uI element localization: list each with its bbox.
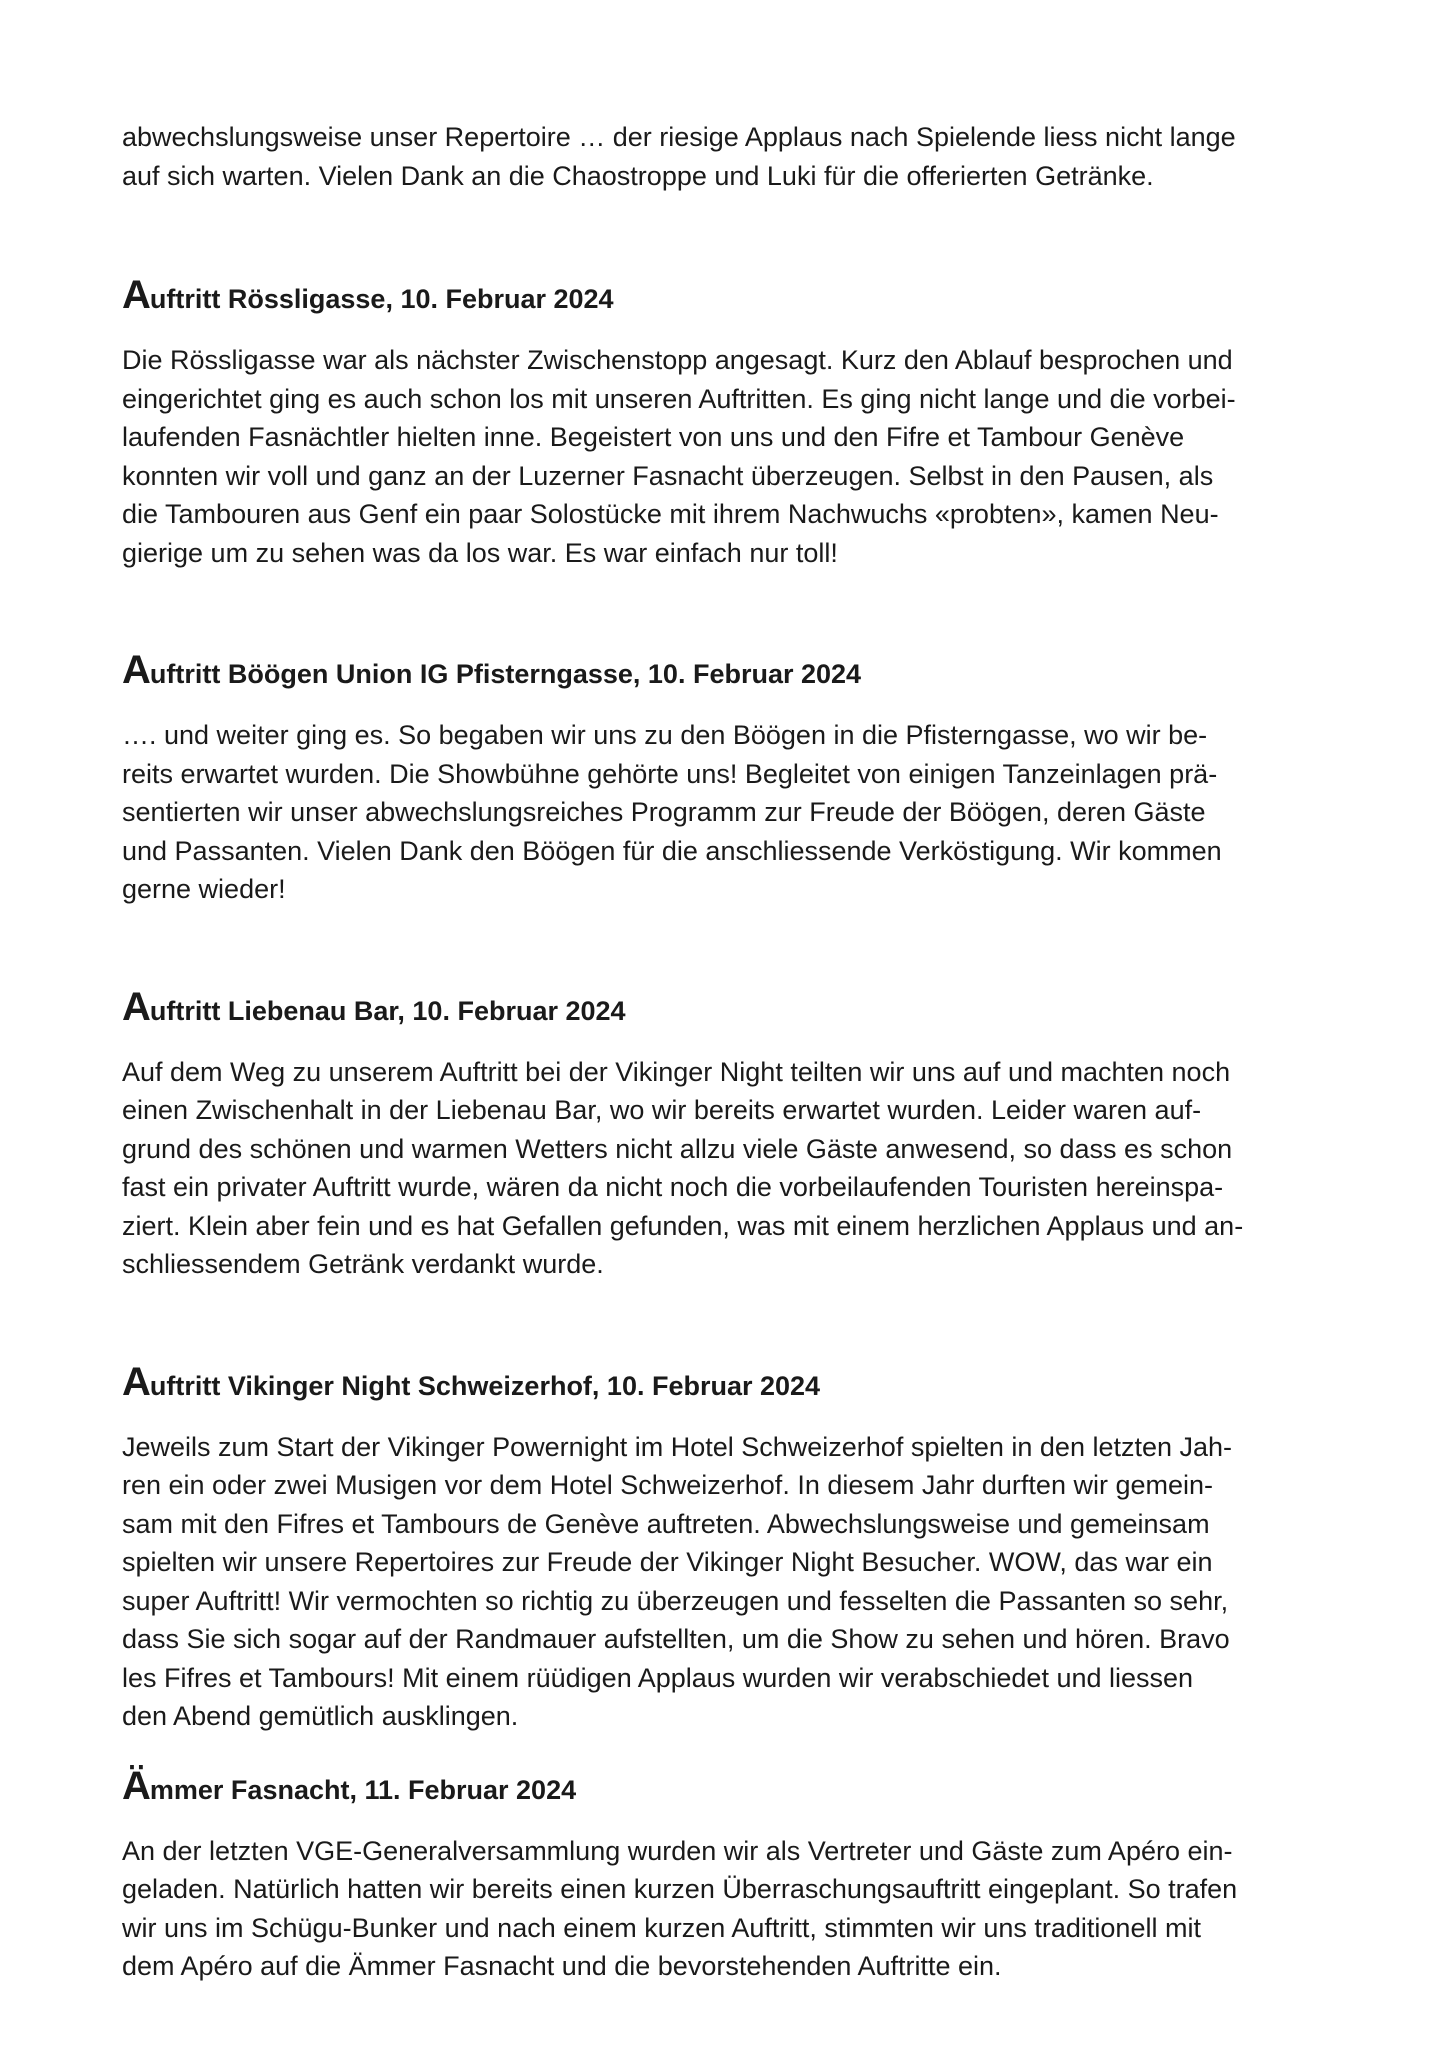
section-body: …. und weiter ging es. So begaben wir uns zu den Böögen in die Pfisterngasse, wo wir be- reits erwartet wurden. Die Showbühne gehörte uns! Begleitet von einigen Tanzeinlagen prä- sentierten wir unser abwechslungsreiches Programm zur Freude der Böögen, deren Gäste und Passanten. Vielen Dank den Böögen für die anschliessende Verköstigung. Wir kommen gerne wieder!	[122, 720, 1222, 904]
section-heading	[122, 1763, 1332, 1810]
section-body: Die Rössligasse war als nächster Zwischenstopp angesagt. Kurz den Ablauf besprochen und eingerichtet ging es auch schon los mit unseren Auftritten. Es ging nicht lange und die vorbei- laufenden Fasnächtler hielten inne. Begeistert von uns und den Fifre et Tambour Genève konnten wir voll und ganz an der Luzerner Fasnacht überzeugen. Selbst in den Pausen, als die Tambouren aus Genf ein paar Solostücke mit ihrem Nachwuchs «probten», kamen Neu- gierige um zu sehen was da los war. Es war einfach nur toll!	[122, 345, 1236, 568]
section-heading	[122, 984, 1332, 1031]
heading-title: uftritt Vikinger Night Schweizerhof, 10. Februar 2024	[149, 1370, 821, 1401]
heading-title: uftritt Rössligasse, 10. Februar 2024	[149, 284, 614, 314]
section-vikinger-night	[122, 1359, 1332, 1736]
section-liebenau-bar	[122, 984, 1332, 1284]
heading-title: uftritt Böögen Union IG Pfisterngasse, 10. Februar 2024	[149, 659, 862, 689]
section-aemmer-fasnacht	[122, 1763, 1332, 1986]
section-body: An der letzten VGE-Generalversammlung wurden wir als Vertreter und Gäste zum Apéro ein- geladen. Natürlich hatten wir bereits einen kurzen Überraschungsauftritt eingeplant. So trafen wir uns im Schügu-Bunker und nach einem kurzen Auftritt, stimmten wir uns traditionell mit dem Apéro auf die Ämmer Fasnacht und die bevorstehenden Auftritte ein.	[122, 1835, 1238, 1981]
section-heading	[122, 1359, 1332, 1406]
section-body: Jeweils zum Start der Vikinger Powernight im Hotel Schweizerhof spielten in den letzten Jah- ren ein oder zwei Musigen vor dem Hotel Schweizerhof. In diesem Jahr durften wir gemein- sam mit den Fifres et Tambours de Genève auftreten. Abwechslungsweise und gemeinsam spielten wir unsere Repertoires zur Freude der Vikinger Night Besucher. WOW, das war ein super Auftritt! Wir vermochten so richtig zu überzeugen und fesselten die Passanten so sehr, dass Sie sich sogar auf der Randmauer aufstellten, um die Show zu sehen und hören. Bravo les Fifres et Tambours! Mit einem rüüdigen Applaus wurden wir verabschiedet und liessen den Abend gemütlich ausklingen.	[122, 1431, 1233, 1731]
heading-title: uftritt Liebenau Bar, 10. Februar 2024	[149, 995, 626, 1026]
section-body: Auf dem Weg zu unserem Auftritt bei der Vikinger Night teilten wir uns auf und machten noch einen Zwischenhalt in der Liebenau Bar, wo wir bereits erwartet wurden. Leider waren auf- grund des schönen und warmen Wetters nicht allzu viele Gäste anwesend, so dass es schon fast ein privater Auftritt wurde, wären da nicht noch die vorbeilaufenden Touristen hereinspa- ziert. Klein aber fein und es hat Gefallen gefunden, was mit einem herzlichen Applaus und an- schliessendem Getränk verdankt wurde.	[122, 1056, 1244, 1279]
section-boeoegen-union	[122, 650, 1332, 909]
intro-paragraph: abwechslungsweise unser Repertoire … der riesige Applaus nach Spielende liess nicht lange auf sich warten. Vielen Dank an die Chaostroppe und Luki für die offerierten Getränke.	[122, 122, 1236, 191]
heading-initial: A	[122, 273, 150, 317]
section-heading	[122, 650, 1332, 694]
section-roessligasse	[122, 275, 1332, 572]
heading-initial: A	[122, 984, 150, 1029]
heading-initial: Ä	[122, 1763, 150, 1808]
section-heading	[122, 275, 1332, 319]
heading-initial: A	[122, 648, 150, 692]
heading-title: mmer Fasnacht, 11. Februar 2024	[149, 1774, 577, 1805]
document-page	[122, 118, 1332, 1986]
heading-initial: A	[122, 1359, 150, 1404]
